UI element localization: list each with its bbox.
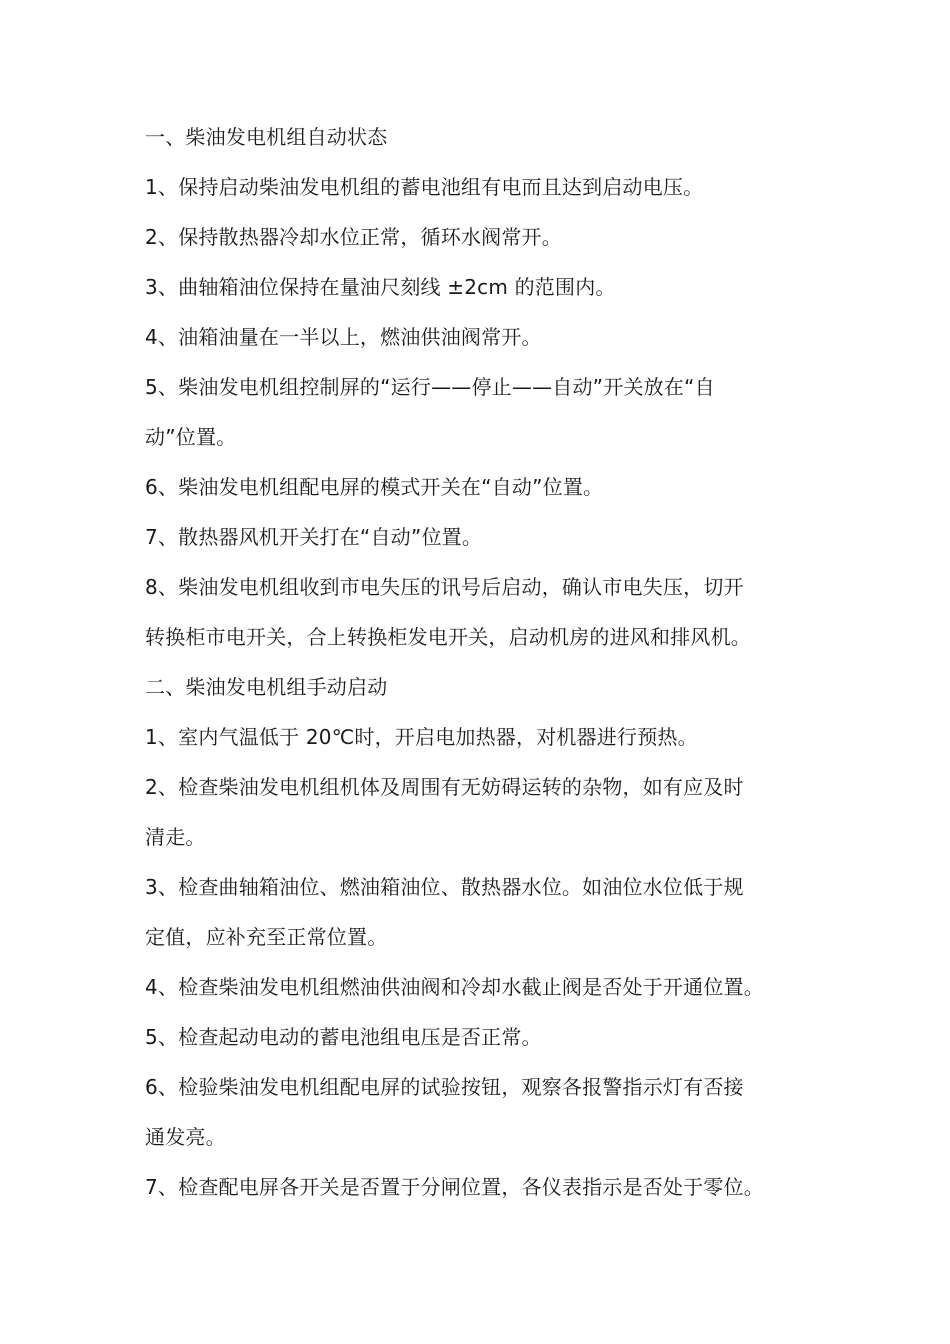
paragraph-line: 7、检查配电屏各开关是否置于分闸位置，各仪表指示是否处于零位。 xyxy=(145,1175,764,1199)
paragraph-line: 5、柴油发电机组控制屏的“运行——停止——自动”开关放在“自 xyxy=(145,375,715,399)
paragraph-line: 5、检查起动电动的蓄电池组电压是否正常。 xyxy=(145,1025,542,1049)
document-body xyxy=(145,112,810,1212)
paragraph-line: 7、散热器风机开关打在“自动”位置。 xyxy=(145,525,483,549)
paragraph-line: 清走。 xyxy=(145,825,206,849)
paragraph-line: 4、检查柴油发电机组燃油供油阀和冷却水截止阀是否处于开通位置。 xyxy=(145,975,764,999)
paragraph-line: 4、油箱油量在一半以上，燃油供油阀常开。 xyxy=(145,325,542,349)
paragraph-line: 3、检查曲轴箱油位、燃油箱油位、散热器水位。如油位水位低于规 xyxy=(145,875,744,899)
paragraph-line: 3、曲轴箱油位保持在量油尺刻线 ±2cm 的范围内。 xyxy=(145,275,616,299)
section-heading-auto: 一、柴油发电机组自动状态 xyxy=(145,125,388,149)
paragraph-line: 动”位置。 xyxy=(145,425,237,449)
paragraph-line: 6、柴油发电机组配电屏的模式开关在“自动”位置。 xyxy=(145,475,604,499)
paragraph-line: 8、柴油发电机组收到市电失压的讯号后启动，确认市电失压，切开 xyxy=(145,575,744,599)
paragraph-line: 通发亮。 xyxy=(145,1125,226,1149)
paragraph-line: 定值，应补充至正常位置。 xyxy=(145,925,388,949)
paragraph-line: 1、保持启动柴油发电机组的蓄电池组有电而且达到启动电压。 xyxy=(145,175,704,199)
paragraph-line: 2、保持散热器冷却水位正常，循环水阀常开。 xyxy=(145,225,562,249)
paragraph-line: 转换柜市电开关，合上转换柜发电开关，启动机房的进风和排风机。 xyxy=(145,625,751,649)
paragraph-line: 6、检验柴油发电机组配电屏的试验按钮，观察各报警指示灯有否接 xyxy=(145,1075,744,1099)
paragraph-line: 1、室内气温低于 20℃时，开启电加热器，对机器进行预热。 xyxy=(145,725,698,749)
paragraph-line: 2、检查柴油发电机组机体及周围有无妨碍运转的杂物，如有应及时 xyxy=(145,775,744,799)
section-heading-manual: 二、柴油发电机组手动启动 xyxy=(145,675,388,699)
